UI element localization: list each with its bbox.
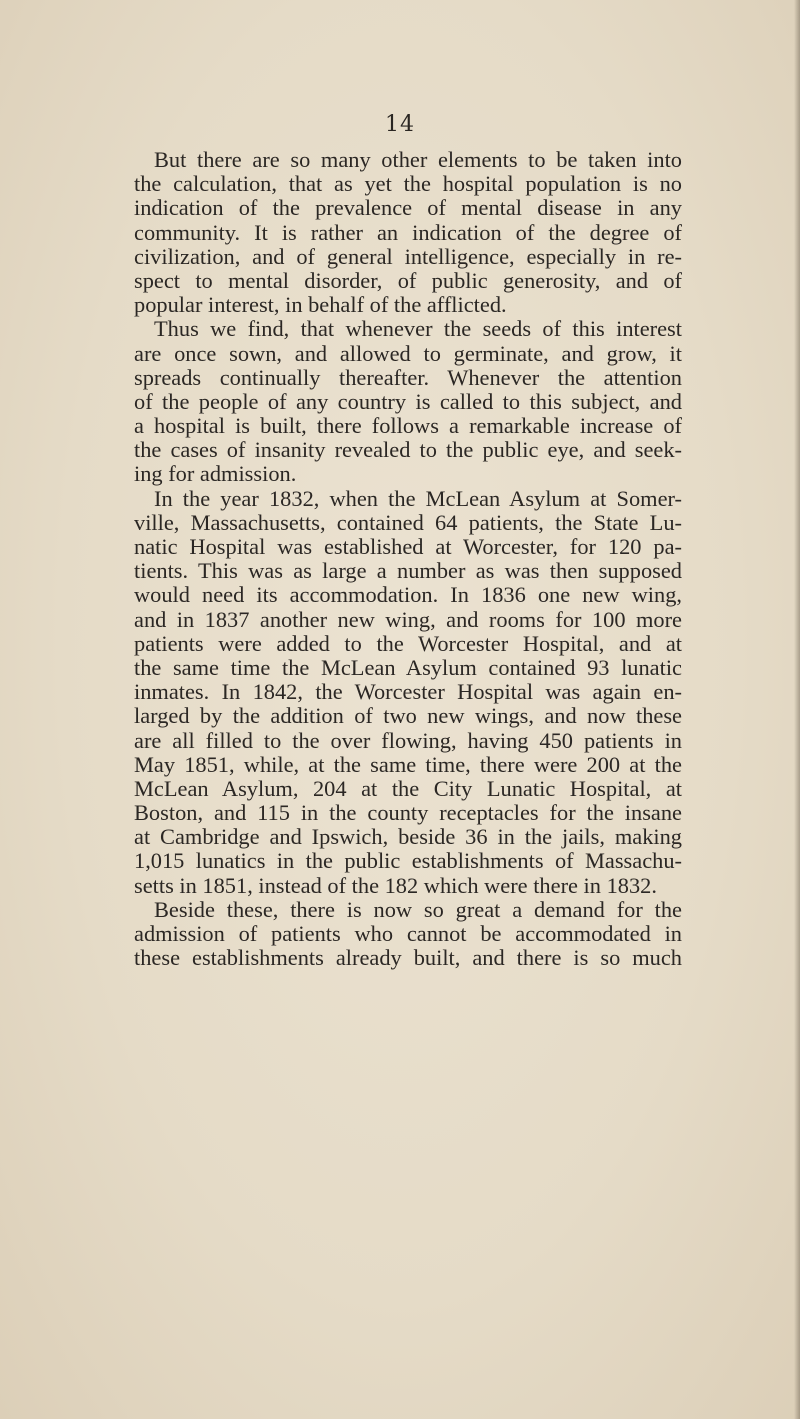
text-line: patients were added to the Worcester Hospital, and at (134, 630, 682, 656)
text-line: would need its accommodation. In 1836 one new wing, (134, 582, 682, 608)
page-number: 14 (385, 112, 415, 137)
text-line: popular interest, in behalf of the afflicted. (134, 292, 507, 318)
text-line: admission of patients who cannot be accommodated in (134, 921, 682, 946)
text-line: tients. This was as large a number as was then supposed (134, 558, 682, 584)
text-line: a hospital is built, there follows a remarkable increase of (134, 413, 682, 439)
text-line: are once sown, and allowed to germinate, and grow, it (134, 340, 682, 366)
text-line: 1,015 lunatics in the public establishments of Massachu- (134, 848, 682, 874)
text-line: May 1851, while, at the same time, there were 200 at the (134, 751, 682, 777)
text-line: Boston, and 115 in the county receptacles for the insane (134, 800, 682, 826)
text-line: inmates. In 1842, the Worcester Hospital was again en- (134, 679, 682, 705)
page-edge-shadow (794, 0, 800, 1419)
text-line: indication of the prevalence of mental disease in any (134, 195, 682, 221)
text-line: larged by the addition of two new wings, and now these (134, 703, 682, 729)
text-line: are all filled to the over flowing, having 450 patients in (134, 727, 682, 753)
text-line: spect to mental disorder, of public generosity, and of (134, 267, 682, 293)
text-line: ville, Massachusetts, contained 64 patients, the State Lu- (134, 509, 682, 535)
text-line: Beside these, there is now so great a demand for the (154, 896, 682, 922)
text-line: In the year 1832, when the McLean Asylum at Somer- (154, 485, 682, 511)
text-line: at Cambridge and Ipswich, beside 36 in the jails, making (134, 824, 682, 850)
body-text (134, 148, 682, 970)
text-line: community. It is rather an indication of the degree of (134, 219, 682, 245)
text-line: of the people of any country is called to this subject, and (134, 388, 682, 414)
text-line: McLean Asylum, 204 at the City Lunatic Hospital, at (134, 775, 682, 801)
text-line: these establishments already built, and there is so much (134, 945, 682, 971)
text-line: and in 1837 another new wing, and rooms for 100 more (134, 606, 682, 632)
text-line: But there are so many other elements to be taken into (154, 147, 682, 172)
text-line: spreads continually thereafter. Whenever the attention (134, 364, 682, 390)
text-line: civilization, and of general intelligence, especially in re- (134, 243, 682, 269)
text-line: the calculation, that as yet the hospital population is no (134, 171, 682, 197)
text-line: natic Hospital was established at Worcester, for 120 pa- (134, 534, 682, 559)
text-line: setts in 1851, instead of the 182 which were there in 1832. (134, 872, 657, 898)
text-line: the cases of insanity revealed to the public eye, and seek- (134, 437, 682, 463)
text-line: the same time the McLean Asylum contained 93 lunatic (134, 654, 682, 680)
text-line: ing for admission. (134, 461, 297, 487)
text-line: Thus we find, that whenever the seeds of this interest (154, 316, 682, 342)
